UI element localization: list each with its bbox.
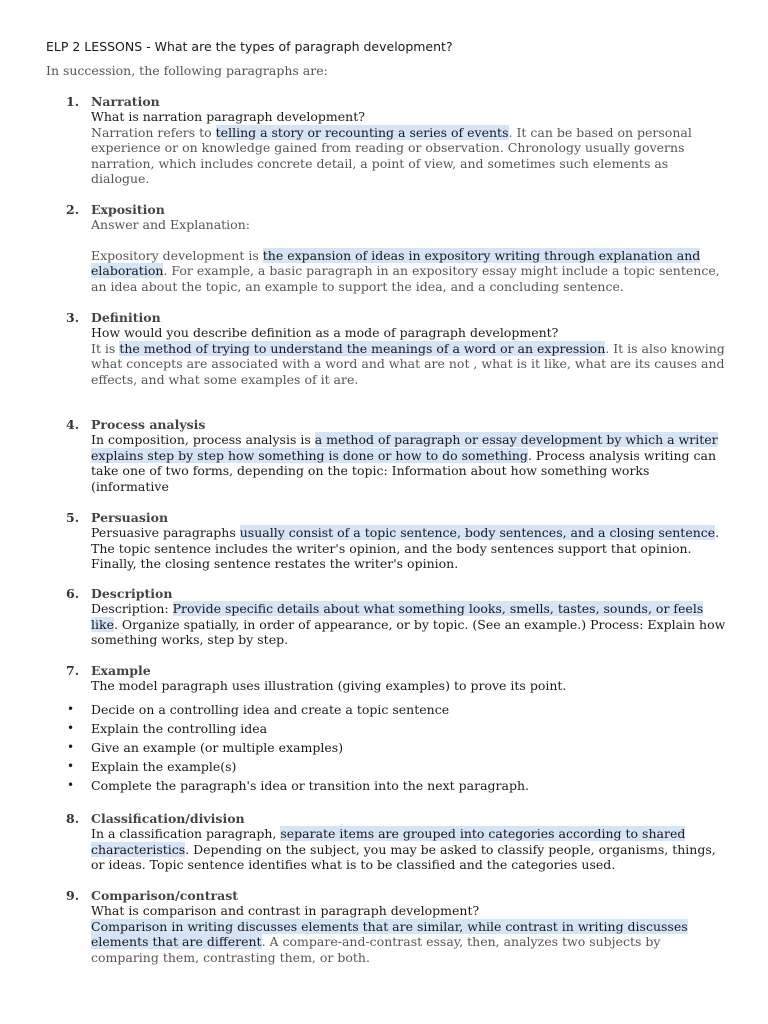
item-paragraph: Comparison in writing discusses elements that are similar, while contrast in writing discusses elements that are different. A compare-and-contrast essay, then, analyzes two subjects by comparing them, contrasting them, or both. (91, 918, 688, 965)
item-heading: Description (91, 586, 173, 601)
bullet-item: • Explain the controlling idea (66, 720, 529, 739)
item-paragraph: It is the method of trying to understand the meanings of a word or an expression. It is also knowing what concepts are associated with a word and what are not , what is it like, what are its causes and effects, and what some examples of it are. (91, 340, 725, 387)
item-paragraph: In a classification paragraph, separate items are grouped into categories according to shared characteristics. Depending on the subject, you may be asked to classify people, organisms, things, or ideas. Topic sentence identifies what is to be classified and the categories used. (91, 826, 716, 873)
item-number: 8. (66, 811, 80, 826)
item-paragraph: In composition, process analysis is a method of paragraph or essay development by which a writer explains step by step how something is done or how to do something. Process analysis writing can take one of two forms, depending on the topic: Information about how something works (informative (91, 432, 718, 494)
highlighted-text: the method of trying to understand the meanings of a word or an expression (119, 340, 606, 356)
item-number: 1. (66, 94, 80, 109)
item-heading: Exposition (91, 202, 165, 217)
item-number: 9. (66, 888, 80, 903)
item-question: What is narration paragraph development? (91, 109, 365, 125)
item-number: 6. (66, 586, 80, 601)
item-question: Answer and Explanation: (91, 217, 250, 233)
highlighted-text: a method of paragraph or essay development by which a writer explains step by step how something is done or how to do something (91, 432, 718, 463)
highlighted-text: usually consist of a topic sentence, body sentences, and a closing sentence (239, 525, 716, 541)
item-number: 5. (66, 510, 80, 525)
item-paragraph: Expository development is the expansion of ideas in expository writing through explanation and elaboration. For example, a basic paragraph in an expository essay might include a topic sentence, an idea about the topic, an example to support the idea, and a concluding sentence. (91, 247, 720, 294)
item-question: What is comparison and contrast in paragraph development? (91, 903, 480, 919)
highlighted-text: Comparison in writing discusses elements that are similar, while contrast in writing discusses elements that are different (91, 918, 688, 950)
example-steps-list (66, 701, 529, 796)
item-number: 2. (66, 202, 80, 217)
item-paragraph: Persuasive paragraphs usually consist of a topic sentence, body sentences, and a closing sentence. The topic sentence includes the writer's opinion, and the body sentences support that opinion. Finally, the closing sentence restates the writer's opinion. (91, 525, 720, 572)
highlighted-text: separate items are grouped into categories according to shared characteristics (91, 826, 686, 857)
highlighted-text: Provide specific details about what something looks, smells, tastes, sounds, or feels like (91, 601, 704, 632)
item-heading: Process analysis (91, 417, 206, 432)
item-question: The model paragraph uses illustration (giving examples) to prove its point. (91, 678, 567, 694)
bullet-item: • Give an example (or multiple examples) (66, 739, 529, 758)
item-heading: Comparison/contrast (91, 888, 239, 903)
item-number: 4. (66, 417, 80, 432)
item-number: 3. (66, 310, 80, 325)
intro-text: In succession, the following paragraphs are: (46, 63, 328, 78)
item-heading: Example (91, 663, 151, 678)
bullet-item: • Explain the example(s) (66, 758, 529, 777)
item-heading: Classification/division (91, 811, 245, 826)
item-heading: Narration (91, 94, 160, 109)
bullet-item: • Complete the paragraph's idea or transition into the next paragraph. (66, 777, 529, 796)
item-paragraph: Description: Provide specific details about what something looks, smells, tastes, sounds, or feels like. Organize spatially, in order of appearance, or by topic. (See an example.) Process: Explain how something works, step by step. (91, 601, 726, 648)
item-number: 7. (66, 663, 80, 678)
item-paragraph: Narration refers to telling a story or recounting a series of events. It can be based on personal experience or on knowledge gained from reading or observation. Chronology usually governs narration, which includes concrete detail, a point of view, and sometimes such elements as dialogue. (91, 124, 692, 187)
highlighted-text: telling a story or recounting a series of events (215, 124, 509, 140)
bullet-item: • Decide on a controlling idea and create a topic sentence (66, 701, 529, 720)
item-heading: Definition (91, 310, 161, 325)
item-question: How would you describe definition as a mode of paragraph development? (91, 325, 559, 341)
highlighted-text: the expansion of ideas in expository writing through explanation and elaboration (91, 247, 701, 279)
item-heading: Persuasion (91, 510, 169, 525)
document-title: ELP 2 LESSONS - What are the types of paragraph development? (46, 39, 453, 54)
